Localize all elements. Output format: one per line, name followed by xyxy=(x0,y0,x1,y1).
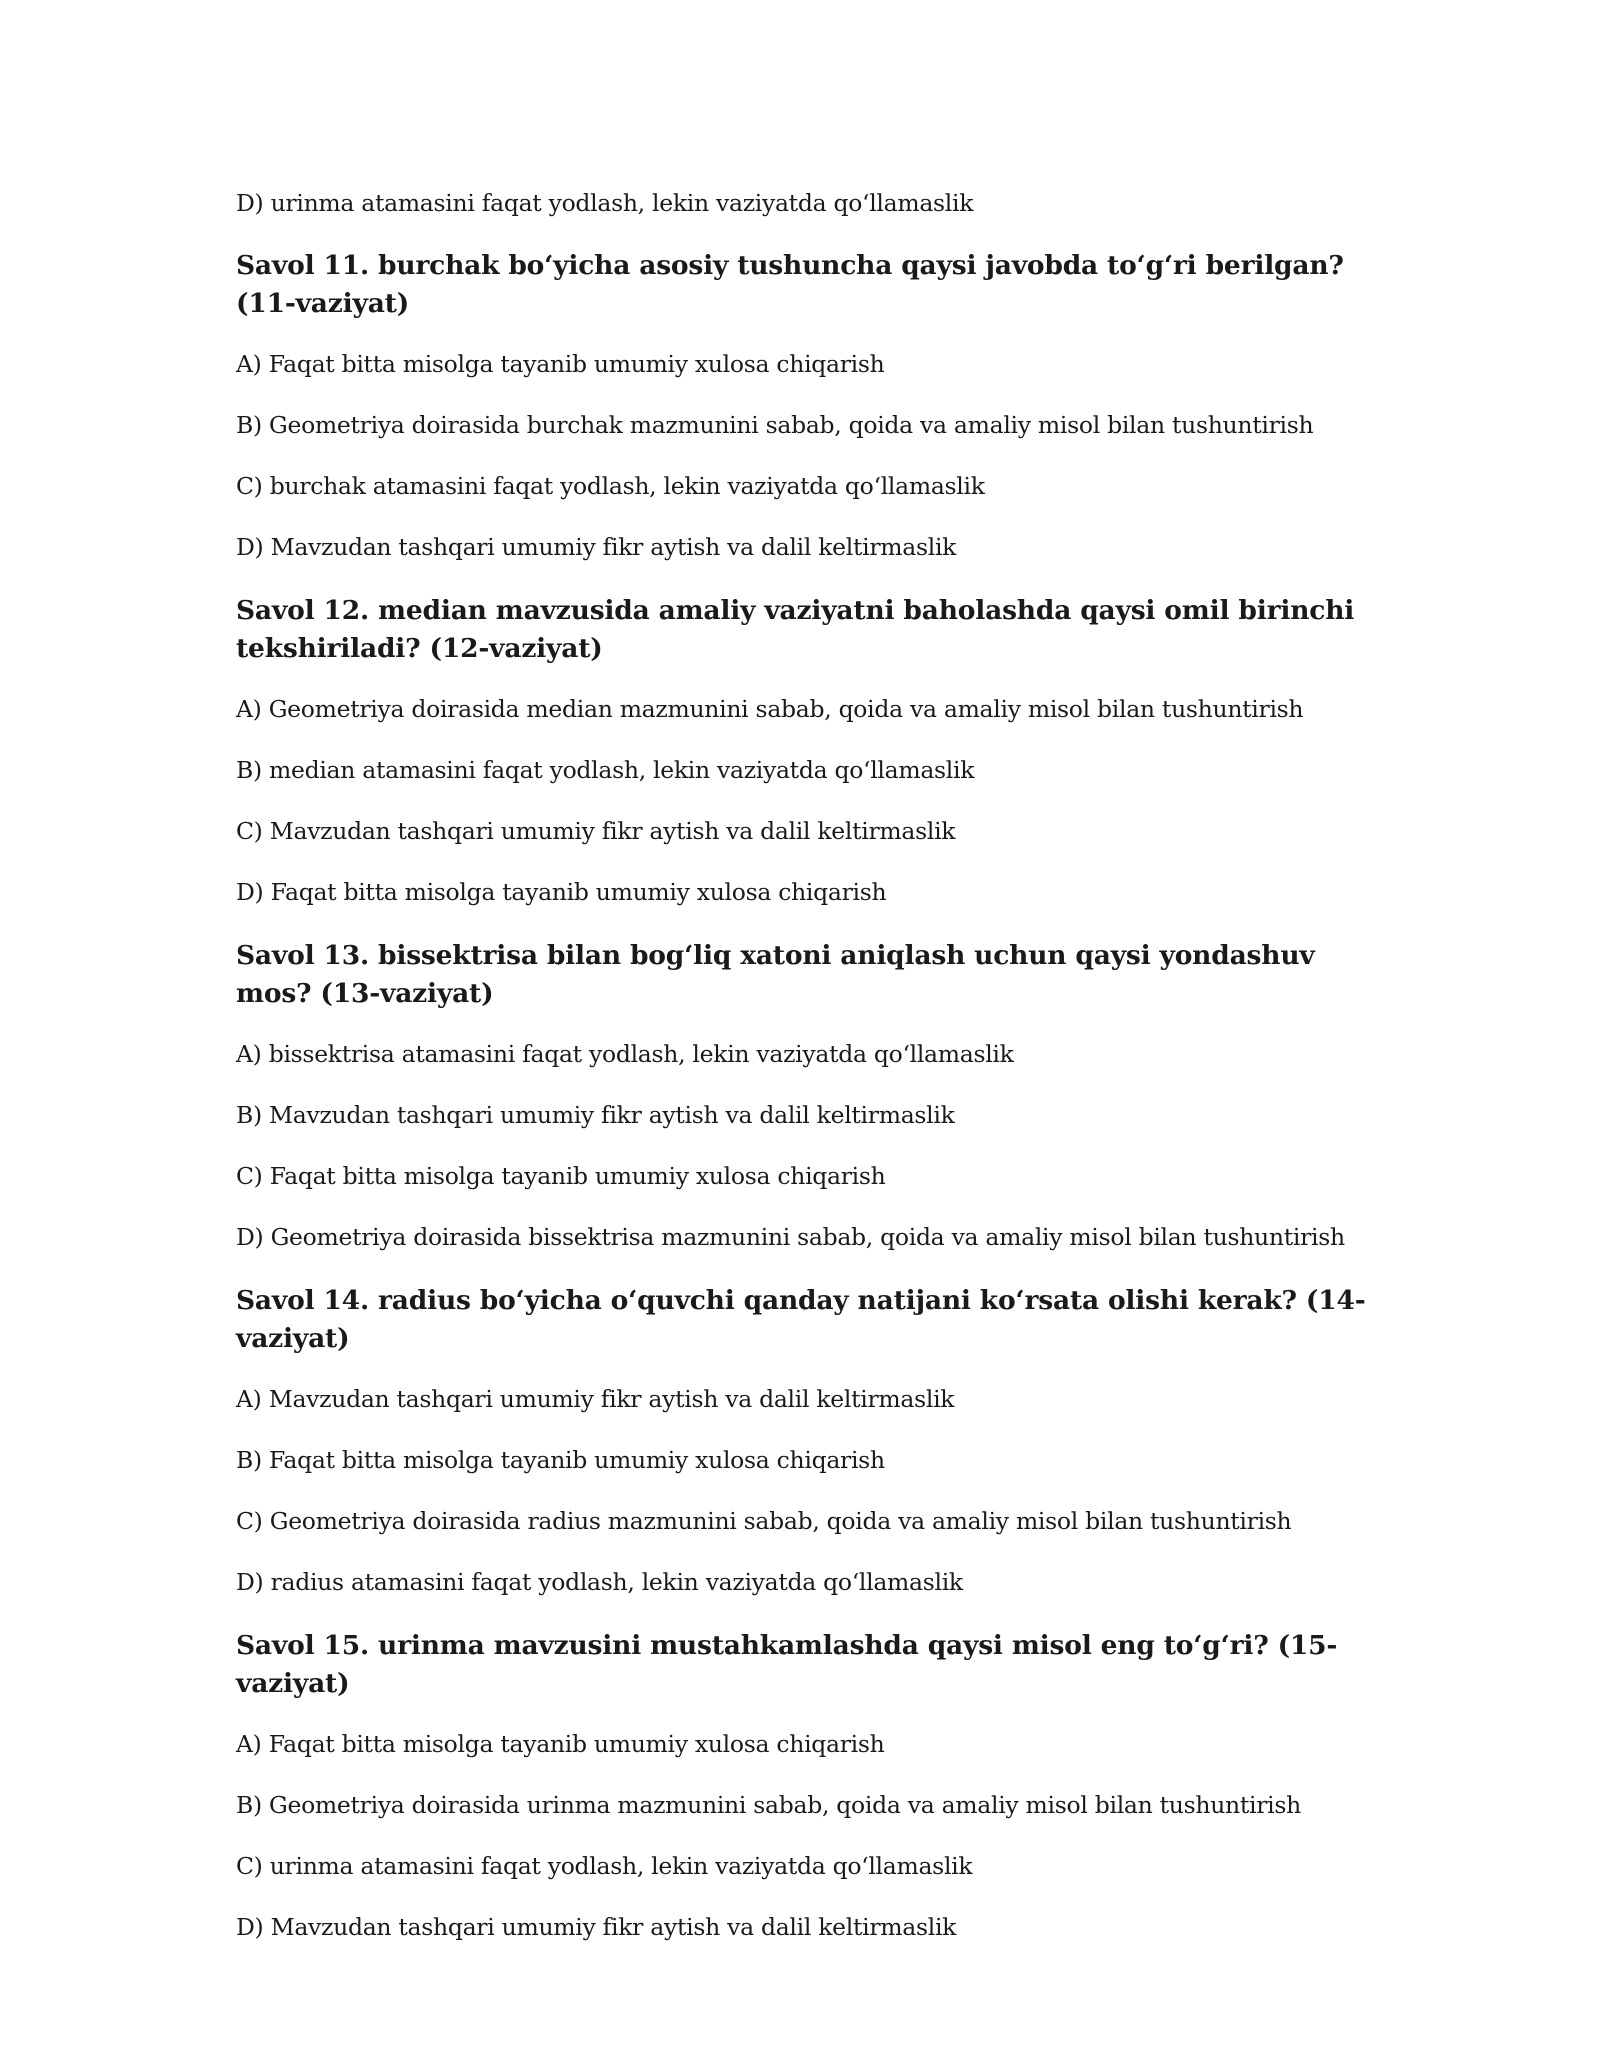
option-text: D) urinma atamasini faqat yodlash, lekin vaziyatda qoʻllamaslik xyxy=(236,189,974,217)
question-label: Savol 15. xyxy=(236,1630,369,1661)
question-title xyxy=(236,1627,1376,1703)
option-a: A) bissektrisa atamasini faqat yodlash, lekin vaziyatda qoʻllamaslik xyxy=(236,1040,1014,1068)
option-b: B) Faqat bitta misolga tayanib umumiy xulosa chiqarish xyxy=(236,1446,885,1474)
question-title xyxy=(236,247,1376,323)
question-13 xyxy=(236,937,1376,1254)
question-label: Savol 11. xyxy=(236,250,369,281)
question-15 xyxy=(236,1627,1376,1944)
option-a: A) Geometriya doirasida median mazmunini sabab, qoida va amaliy misol bilan tushuntirish xyxy=(236,695,1304,723)
option-b: B) Mavzudan tashqari umumiy fikr aytish va dalil keltirmaslik xyxy=(236,1101,955,1129)
question-text: bissektrisa bilan bogʻliq xatoni aniqlash uchun qaysi yondashuv mos? (13-vaziyat) xyxy=(236,940,1315,1009)
option-b: B) Geometriya doirasida urinma mazmunini sabab, qoida va amaliy misol bilan tushuntirish xyxy=(236,1791,1301,1819)
option-d: D) Geometriya doirasida bissektrisa mazmunini sabab, qoida va amaliy misol bilan tushuntirish xyxy=(236,1223,1345,1251)
option-c: C) Mavzudan tashqari umumiy fikr aytish va dalil keltirmaslik xyxy=(236,817,956,845)
option-d: D) radius atamasini faqat yodlash, lekin vaziyatda qoʻllamaslik xyxy=(236,1568,963,1596)
option-a: A) Faqat bitta misolga tayanib umumiy xulosa chiqarish xyxy=(236,1730,885,1758)
option-c: C) urinma atamasini faqat yodlash, lekin vaziyatda qoʻllamaslik xyxy=(236,1852,973,1880)
question-11 xyxy=(236,247,1376,564)
question-label: Savol 12. xyxy=(236,595,369,626)
option-d: D) Faqat bitta misolga tayanib umumiy xulosa chiqarish xyxy=(236,878,887,906)
question-14 xyxy=(236,1282,1376,1599)
option-c: C) burchak atamasini faqat yodlash, lekin vaziyatda qoʻllamaslik xyxy=(236,472,985,500)
question-title xyxy=(236,937,1376,1013)
question-label: Savol 13. xyxy=(236,940,369,971)
option-b: B) Geometriya doirasida burchak mazmunini sabab, qoida va amaliy misol bilan tushuntirish xyxy=(236,411,1314,439)
option-a: A) Faqat bitta misolga tayanib umumiy xulosa chiqarish xyxy=(236,350,885,378)
question-title xyxy=(236,592,1376,668)
option-c: C) Geometriya doirasida radius mazmunini sabab, qoida va amaliy misol bilan tushuntirish xyxy=(236,1507,1292,1535)
question-label: Savol 14. xyxy=(236,1285,369,1316)
option-d: D) Mavzudan tashqari umumiy fikr aytish va dalil keltirmaslik xyxy=(236,1913,957,1941)
question-12 xyxy=(236,592,1376,909)
option-c: C) Faqat bitta misolga tayanib umumiy xulosa chiqarish xyxy=(236,1162,886,1190)
question-text: radius boʻyicha oʻquvchi qanday natijani koʻrsata olishi kerak? (14-vaziyat) xyxy=(236,1285,1366,1354)
question-text: burchak boʻyicha asosiy tushuncha qaysi javobda toʻgʻri berilgan? (11-vaziyat) xyxy=(236,250,1344,319)
option-d: D) Mavzudan tashqari umumiy fikr aytish va dalil keltirmaslik xyxy=(236,533,957,561)
question-text: median mavzusida amaliy vaziyatni baholashda qaysi omil birinchi tekshiriladi? (12-vaziyat) xyxy=(236,595,1355,664)
option-a: A) Mavzudan tashqari umumiy fikr aytish va dalil keltirmaslik xyxy=(236,1385,955,1413)
question-title xyxy=(236,1282,1376,1358)
document-page xyxy=(236,186,1376,1972)
question-text: urinma mavzusini mustahkamlashda qaysi misol eng toʻgʻri? (15-vaziyat) xyxy=(236,1630,1338,1699)
option-b: B) median atamasini faqat yodlash, lekin vaziyatda qoʻllamaslik xyxy=(236,756,975,784)
